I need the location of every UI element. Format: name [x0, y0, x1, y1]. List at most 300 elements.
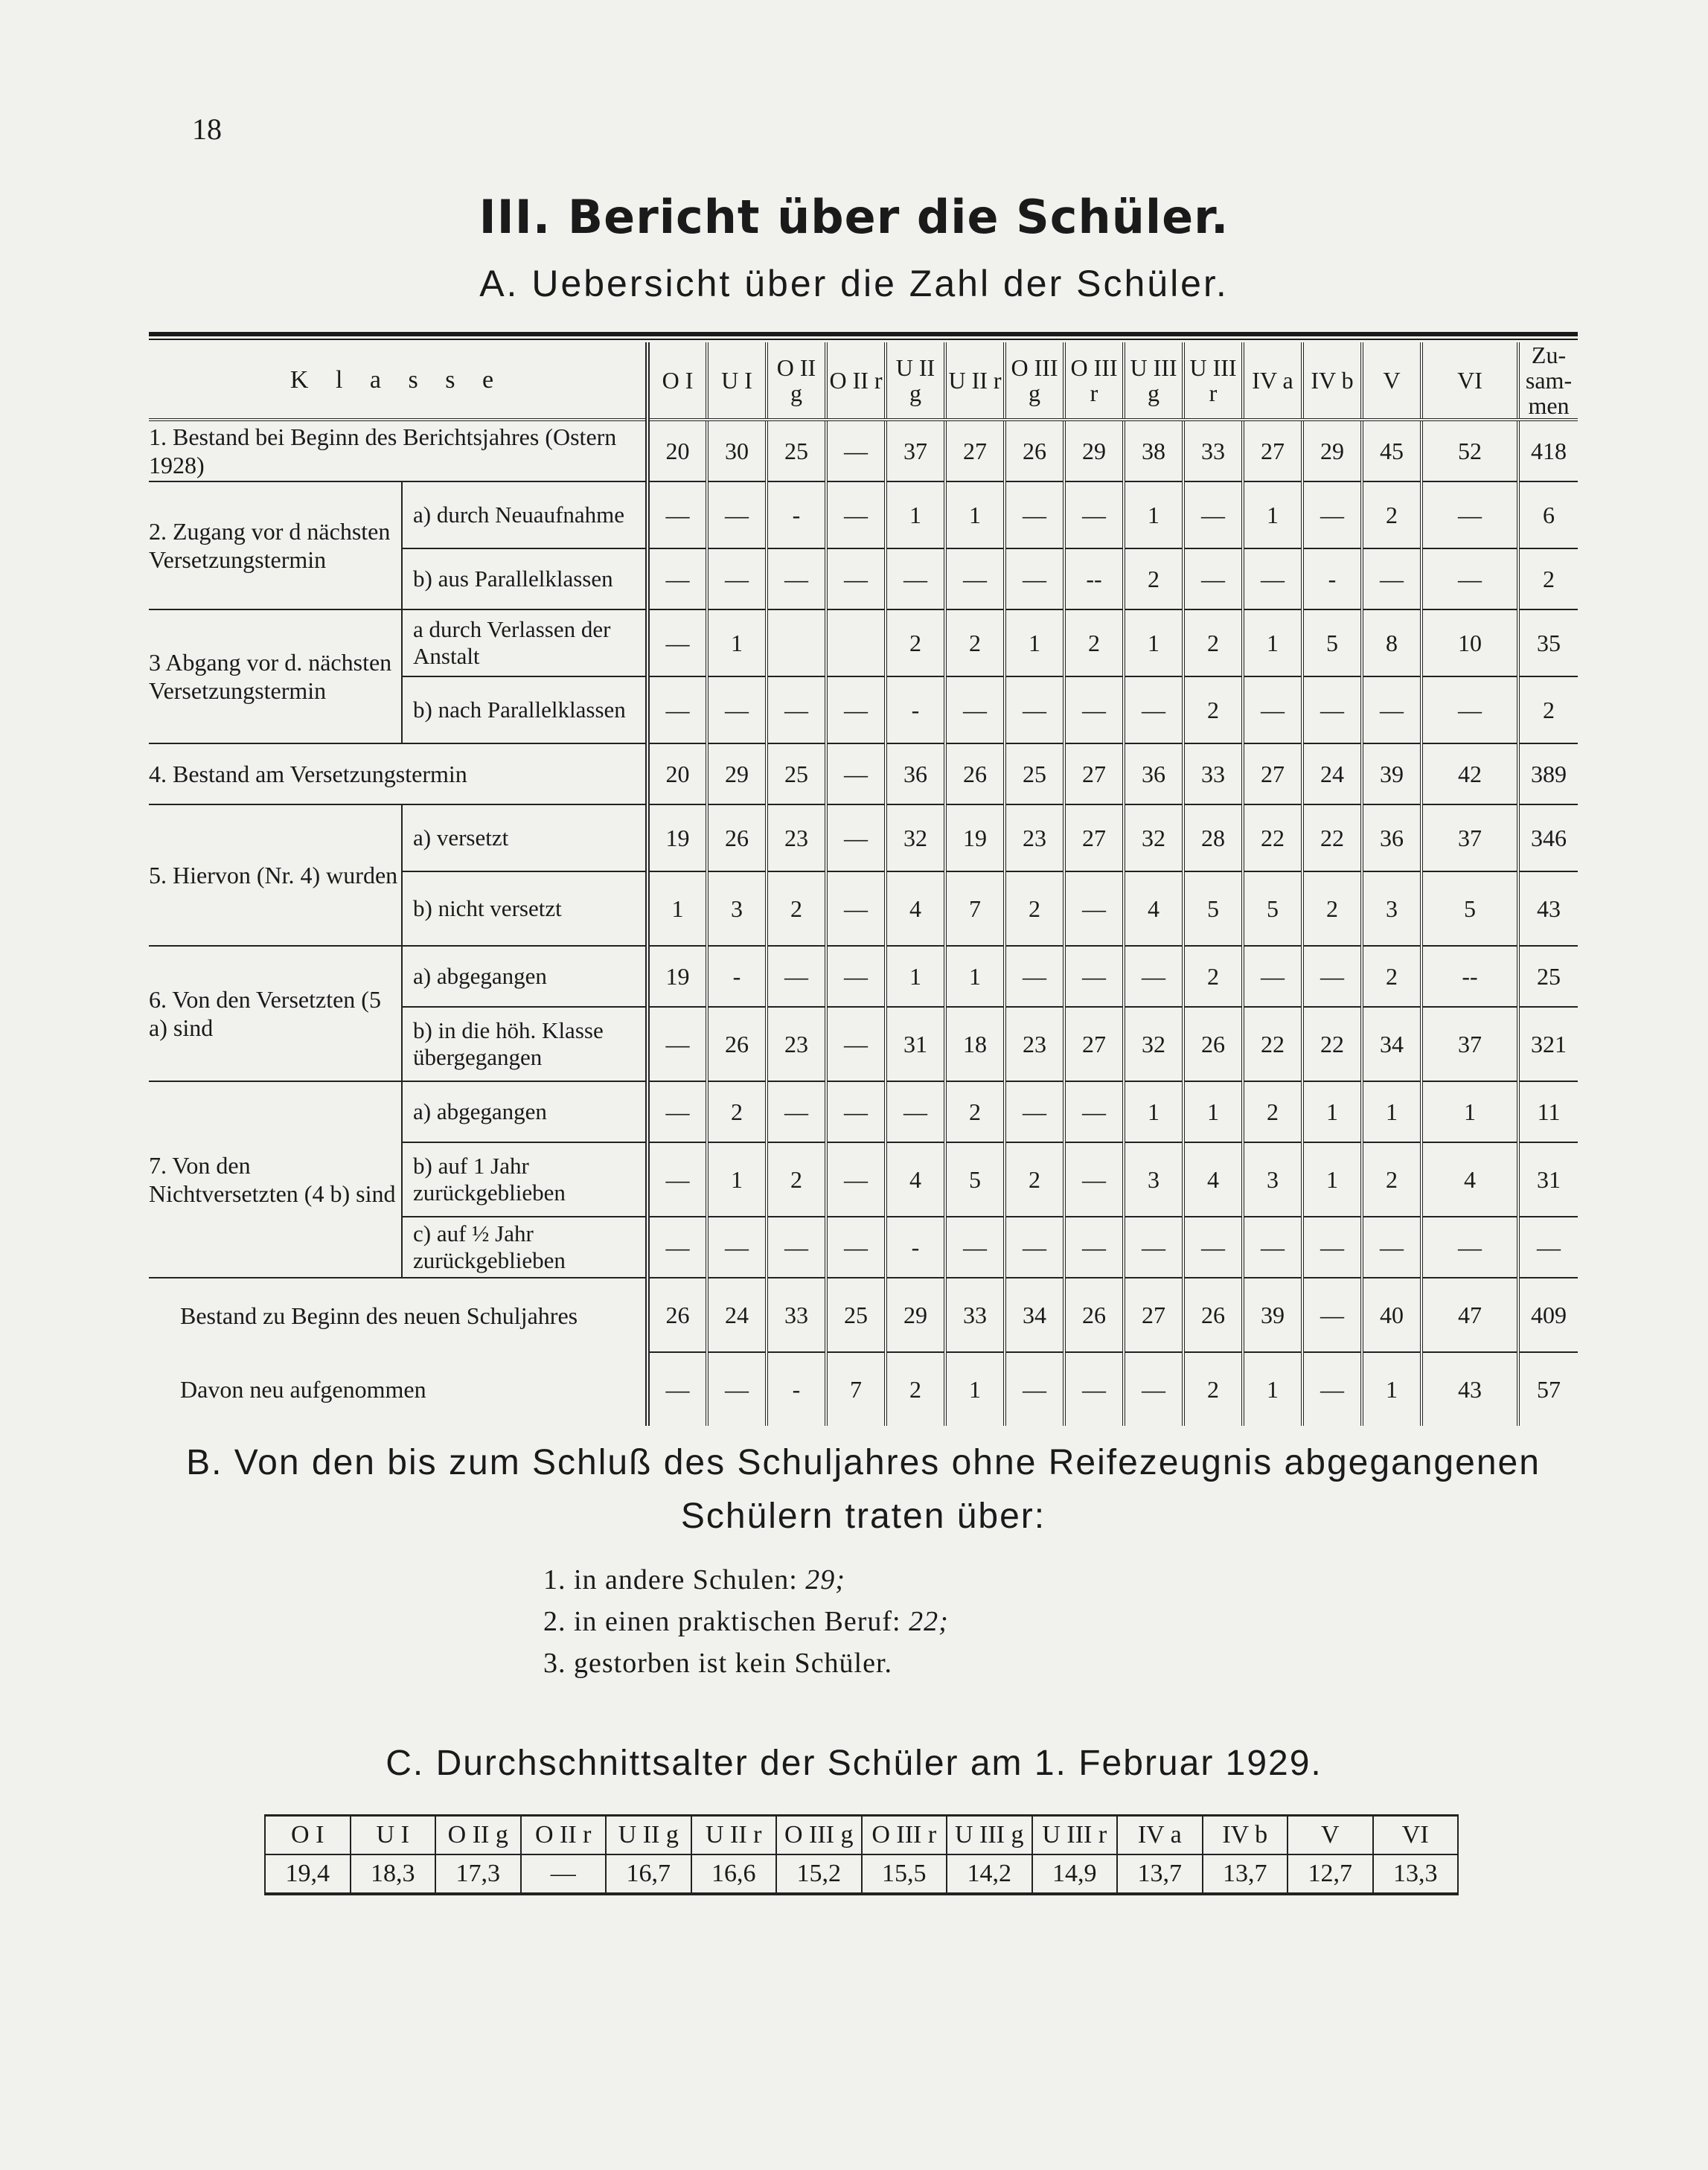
table-cell: 3 — [1124, 1142, 1183, 1217]
table-cell: 32 — [1124, 804, 1183, 871]
table-cell: — — [647, 548, 707, 609]
table-cell: 1 — [1183, 1081, 1243, 1142]
table-cell: — — [826, 871, 886, 946]
row-label: Davon neu aufgenommen — [180, 1375, 426, 1403]
age-value-cell: 18,3 — [351, 1854, 436, 1894]
column-header: O I — [647, 342, 707, 420]
column-header: IV b — [1302, 342, 1362, 420]
table-cell: — — [647, 676, 707, 743]
table-cell: 2 — [1302, 871, 1362, 946]
table-cell: 52 — [1421, 420, 1518, 481]
table-cell: — — [767, 1081, 826, 1142]
table-cell: 25 — [767, 743, 826, 804]
row-label: 4. Bestand am Versetzungstermin — [149, 743, 647, 804]
list-item: 3. gestorben ist kein Schüler. — [543, 1648, 893, 1679]
column-header: U II r — [945, 342, 1005, 420]
table-cell: 26 — [707, 804, 767, 871]
table-cell: 29 — [707, 743, 767, 804]
table-cell: — — [945, 1217, 1005, 1278]
table-cell: — — [707, 1352, 767, 1426]
table-cell: 1 — [1243, 609, 1302, 676]
table-cell: 29 — [1064, 420, 1124, 481]
table-cell: — — [1302, 1352, 1362, 1426]
table-cell: 23 — [767, 804, 826, 871]
table-cell: 39 — [1362, 743, 1421, 804]
top-rule — [149, 332, 1578, 336]
table-cell: 27 — [1064, 1007, 1124, 1081]
table-cell: — — [1421, 676, 1518, 743]
table-cell: — — [1362, 1217, 1421, 1278]
table-cell: 389 — [1518, 743, 1578, 804]
row-sub-label: b) nicht versetzt — [402, 871, 647, 946]
row-sub-label: b) nach Parallelklassen — [402, 676, 647, 743]
table-cell: 418 — [1518, 420, 1578, 481]
age-value-cell: 16,6 — [691, 1854, 777, 1894]
section-a-title: A. Uebersicht über die Zahl der Schüler. — [479, 263, 1229, 304]
age-value-cell: 12,7 — [1288, 1854, 1373, 1894]
table-cell: 5 — [1302, 609, 1362, 676]
table-cell: 2 — [767, 1142, 826, 1217]
age-class-cell: U III r — [1032, 1816, 1118, 1855]
table-cell: 26 — [707, 1007, 767, 1081]
row-sub-label: b) aus Parallelklassen — [402, 548, 647, 609]
table-cell: 4 — [1124, 871, 1183, 946]
table-cell: 2 — [945, 609, 1005, 676]
table-cell: 1 — [647, 871, 707, 946]
table-cell: 42 — [1421, 743, 1518, 804]
table-cell: 346 — [1518, 804, 1578, 871]
table-cell: 40 — [1362, 1278, 1421, 1352]
section-b-list — [543, 1559, 949, 1684]
table-row — [149, 804, 1578, 871]
row-group-label: 5. Hiervon (Nr. 4) wurden — [149, 804, 402, 946]
table-cell: 409 — [1518, 1278, 1578, 1352]
table-cell: 4 — [886, 1142, 945, 1217]
table-cell: — — [1362, 548, 1421, 609]
column-header: U I — [707, 342, 767, 420]
table-cell: — — [1421, 481, 1518, 548]
klasse-header: K l a s s e — [149, 342, 647, 420]
age-class-cell: O II g — [435, 1816, 521, 1855]
table-cell: 1 — [1302, 1142, 1362, 1217]
table-cell: — — [1243, 676, 1302, 743]
age-class-cell: IV b — [1203, 1816, 1288, 1855]
row-sub-label: a) abgegangen — [402, 946, 647, 1007]
table-cell: 3 — [1362, 871, 1421, 946]
table-cell: — — [945, 548, 1005, 609]
row-group-label: 7. Von den Nichtversetzten (4 b) sind — [149, 1081, 402, 1278]
age-class-cell: VI — [1373, 1816, 1459, 1855]
age-value-cell: 13,3 — [1373, 1854, 1459, 1894]
table-cell: 1 — [886, 481, 945, 548]
table-cell: 36 — [1124, 743, 1183, 804]
table-cell: 2 — [1362, 946, 1421, 1007]
column-header-total: Zu-sam-men — [1518, 342, 1578, 420]
table-cell: — — [647, 481, 707, 548]
table-cell: 1 — [1362, 1352, 1421, 1426]
table-cell: 45 — [1362, 420, 1421, 481]
row-group-label: 6. Von den Versetzten (5 a) sind — [149, 946, 402, 1081]
age-value-cell: 16,7 — [606, 1854, 691, 1894]
table-cell: 27 — [1064, 743, 1124, 804]
column-header: VI — [1421, 342, 1518, 420]
age-value-cell: 15,5 — [862, 1854, 947, 1894]
table-cell: 37 — [1421, 1007, 1518, 1081]
age-value-cell: 14,2 — [947, 1854, 1032, 1894]
table-cell: — — [826, 946, 886, 1007]
table-cell: 33 — [1183, 420, 1243, 481]
table-cell: 31 — [1518, 1142, 1578, 1217]
table-cell: 38 — [1124, 420, 1183, 481]
table-cell — [767, 609, 826, 676]
table-cell: 37 — [1421, 804, 1518, 871]
table-cell: — — [1124, 946, 1183, 1007]
table-cell: 43 — [1518, 871, 1578, 946]
table-row — [149, 743, 1578, 804]
table-row — [149, 481, 1578, 548]
table-cell: 22 — [1243, 804, 1302, 871]
table-cell: 33 — [945, 1278, 1005, 1352]
table-cell: 26 — [1064, 1278, 1124, 1352]
table-cell: 11 — [1518, 1081, 1578, 1142]
table-cell: 26 — [1005, 420, 1064, 481]
table-cell: — — [1005, 548, 1064, 609]
table-cell: 25 — [826, 1278, 886, 1352]
table-cell: 19 — [945, 804, 1005, 871]
table-cell: 24 — [707, 1278, 767, 1352]
table-cell: — — [767, 548, 826, 609]
table-cell: -- — [1064, 548, 1124, 609]
table-cell: 27 — [945, 420, 1005, 481]
table-cell: 1 — [1124, 481, 1183, 548]
table-cell: 34 — [1005, 1278, 1064, 1352]
age-class-row — [265, 1816, 1458, 1855]
table-cell: 27 — [1243, 420, 1302, 481]
column-header: V — [1362, 342, 1421, 420]
age-value-cell: 17,3 — [435, 1854, 521, 1894]
table-cell: — — [1064, 946, 1124, 1007]
table-cell: 2 — [767, 871, 826, 946]
table-cell: 5 — [1421, 871, 1518, 946]
average-age-table — [264, 1814, 1459, 1895]
table-cell: 3 — [707, 871, 767, 946]
table-cell: — — [1243, 1217, 1302, 1278]
page-number: 18 — [192, 112, 222, 146]
table-cell: 10 — [1421, 609, 1518, 676]
age-value-row — [265, 1854, 1458, 1894]
table-cell: — — [1124, 1352, 1183, 1426]
table-cell: 2 — [1124, 548, 1183, 609]
table-cell: - — [1302, 548, 1362, 609]
table-cell: — — [826, 548, 886, 609]
table-cell — [826, 609, 886, 676]
table-cell: 29 — [886, 1278, 945, 1352]
table-cell: 1 — [945, 481, 1005, 548]
age-value-cell: 14,9 — [1032, 1854, 1118, 1894]
table-cell: 2 — [1518, 548, 1578, 609]
table-cell: 22 — [1243, 1007, 1302, 1081]
table-cell: 1 — [1124, 1081, 1183, 1142]
table-cell: — — [707, 676, 767, 743]
table-cell: 47 — [1421, 1278, 1518, 1352]
table-cell: 35 — [1518, 609, 1578, 676]
table-cell: — — [1124, 1217, 1183, 1278]
table-cell: — — [826, 1007, 886, 1081]
column-header: IV a — [1243, 342, 1302, 420]
table-cell: — — [826, 743, 886, 804]
table-cell: 2 — [1362, 1142, 1421, 1217]
column-header: O II g — [767, 342, 826, 420]
table-cell: — — [647, 1217, 707, 1278]
section-b-title-line2: Schülern traten über: — [680, 1497, 1046, 1536]
table-cell: - — [767, 1352, 826, 1426]
table-cell: 32 — [1124, 1007, 1183, 1081]
age-class-cell: U II g — [606, 1816, 691, 1855]
table-row — [149, 420, 1578, 481]
table-cell: — — [1005, 1352, 1064, 1426]
table-cell: 32 — [886, 804, 945, 871]
table-cell: 23 — [767, 1007, 826, 1081]
table-cell: — — [1362, 676, 1421, 743]
table-cell: 2 — [886, 609, 945, 676]
table-cell: — — [707, 481, 767, 548]
table-cell: 43 — [1421, 1352, 1518, 1426]
table-cell: — — [1005, 1081, 1064, 1142]
table-cell: 33 — [767, 1278, 826, 1352]
table-cell: — — [826, 1081, 886, 1142]
new-year-row — [149, 1278, 1578, 1352]
table-cell: 1 — [1243, 481, 1302, 548]
table-cell: — — [826, 676, 886, 743]
table-cell: 6 — [1518, 481, 1578, 548]
table-cell: 2 — [1362, 481, 1421, 548]
table-cell: 23 — [1005, 1007, 1064, 1081]
table-cell: 3 — [1243, 1142, 1302, 1217]
table-cell: — — [826, 1142, 886, 1217]
table-cell: — — [1421, 1217, 1518, 1278]
table-cell: 5 — [1183, 871, 1243, 946]
table-cell: 18 — [945, 1007, 1005, 1081]
table-cell: — — [1302, 1217, 1362, 1278]
age-class-cell: O III g — [776, 1816, 862, 1855]
table-row — [149, 946, 1578, 1007]
table-cell: — — [1302, 946, 1362, 1007]
table-cell: — — [707, 1217, 767, 1278]
table-cell: — — [647, 1352, 707, 1426]
table-cell: — — [1124, 676, 1183, 743]
table-cell: 36 — [886, 743, 945, 804]
table-cell: — — [1005, 676, 1064, 743]
age-value-cell: 13,7 — [1117, 1854, 1203, 1894]
row-sub-label: a durch Verlassen der Anstalt — [402, 609, 647, 676]
section-c-title: C. Durchschnittsalter der Schüler am 1. Februar 1929. — [386, 1744, 1322, 1783]
table-cell: — — [1064, 871, 1124, 946]
student-count-table — [149, 342, 1578, 1426]
table-cell: 19 — [647, 804, 707, 871]
column-header: O II r — [826, 342, 886, 420]
table-cell: 1 — [945, 1352, 1005, 1426]
column-header: O III g — [1005, 342, 1064, 420]
table-cell: — — [886, 1081, 945, 1142]
table-cell: 1 — [707, 1142, 767, 1217]
table-cell: 2 — [1064, 609, 1124, 676]
page-title: III. Bericht über die Schüler. — [479, 190, 1229, 244]
table-cell: 1 — [1362, 1081, 1421, 1142]
section-b-title — [149, 1436, 1578, 1543]
table-cell: — — [1183, 481, 1243, 548]
table-cell: - — [767, 481, 826, 548]
table-cell: — — [1005, 1217, 1064, 1278]
column-header: U III g — [1124, 342, 1183, 420]
age-class-cell: V — [1288, 1816, 1373, 1855]
table-cell: — — [767, 676, 826, 743]
row-sub-label: b) auf 1 Jahr zurückgeblieben — [402, 1142, 647, 1217]
table-cell: -- — [1421, 946, 1518, 1007]
table-cell: — — [647, 609, 707, 676]
table-cell: — — [1183, 1217, 1243, 1278]
table-cell: 57 — [1518, 1352, 1578, 1426]
list-item: 1. in andere Schulen: 29; — [543, 1564, 845, 1596]
age-class-cell: O I — [265, 1816, 351, 1855]
table-cell: — — [1243, 946, 1302, 1007]
table-cell: — — [886, 548, 945, 609]
table-cell: 7 — [826, 1352, 886, 1426]
age-class-cell: IV a — [1117, 1816, 1203, 1855]
table-cell: 4 — [886, 871, 945, 946]
row-sub-label: b) in die höh. Klasse übergegangen — [402, 1007, 647, 1081]
table-cell: 4 — [1421, 1142, 1518, 1217]
table-cell: — — [945, 676, 1005, 743]
table-cell: 25 — [1518, 946, 1578, 1007]
new-admitted-row — [149, 1352, 1578, 1426]
table-cell: 34 — [1362, 1007, 1421, 1081]
table-cell: 26 — [1183, 1278, 1243, 1352]
table-row — [149, 1081, 1578, 1142]
table-cell: 36 — [1362, 804, 1421, 871]
table-cell: — — [1064, 1081, 1124, 1142]
table-cell: 1 — [1243, 1352, 1302, 1426]
table-cell: 27 — [1064, 804, 1124, 871]
table-cell: 37 — [886, 420, 945, 481]
table-cell: 2 — [1005, 871, 1064, 946]
table-cell: 31 — [886, 1007, 945, 1081]
row-group-label: 2. Zugang vor d nächsten Versetzungstermin — [149, 481, 402, 609]
table-cell: — — [826, 1217, 886, 1278]
table-cell: 20 — [647, 743, 707, 804]
age-value-cell: — — [521, 1854, 607, 1894]
table-cell: 1 — [1421, 1081, 1518, 1142]
table-cell: 25 — [767, 420, 826, 481]
table-cell: 1 — [886, 946, 945, 1007]
table-cell: 26 — [1183, 1007, 1243, 1081]
table-cell: 26 — [945, 743, 1005, 804]
age-class-cell: O III r — [862, 1816, 947, 1855]
table-cell: 22 — [1302, 804, 1362, 871]
row-sub-label: c) auf ½ Jahr zurückgeblieben — [402, 1217, 647, 1278]
table-cell: 29 — [1302, 420, 1362, 481]
table-cell: - — [707, 946, 767, 1007]
table-cell: 28 — [1183, 804, 1243, 871]
top-rule-thin — [149, 339, 1578, 340]
table-cell: 1 — [1124, 609, 1183, 676]
age-class-cell: O II r — [521, 1816, 607, 1855]
table-cell: 1 — [707, 609, 767, 676]
table-cell: 33 — [1183, 743, 1243, 804]
table-cell: — — [1064, 481, 1124, 548]
table-cell: 1 — [1005, 609, 1064, 676]
table-cell: 5 — [1243, 871, 1302, 946]
table-cell: 321 — [1518, 1007, 1578, 1081]
table-cell: — — [647, 1081, 707, 1142]
table-cell: - — [886, 1217, 945, 1278]
table-cell: 1 — [1302, 1081, 1362, 1142]
age-value-cell: 15,2 — [776, 1854, 862, 1894]
table-cell: — — [1302, 1278, 1362, 1352]
table-cell: — — [767, 946, 826, 1007]
section-b-title-line1: B. Von den bis zum Schluß des Schuljahres ohne Reifezeugnis abgegangenen — [186, 1443, 1541, 1482]
table-cell: — — [1064, 1217, 1124, 1278]
table-cell: — — [826, 804, 886, 871]
table-cell: 2 — [886, 1352, 945, 1426]
table-cell: 2 — [1518, 676, 1578, 743]
table-cell: 27 — [1124, 1278, 1183, 1352]
table-cell: 39 — [1243, 1278, 1302, 1352]
table-cell: — — [1064, 1352, 1124, 1426]
table-cell: 2 — [945, 1081, 1005, 1142]
table-cell: 26 — [647, 1278, 707, 1352]
table-cell: — — [1064, 1142, 1124, 1217]
table-cell: 2 — [1183, 676, 1243, 743]
table-row — [149, 609, 1578, 676]
list-item: 2. in einen praktischen Beruf: 22; — [543, 1606, 949, 1637]
table-cell: — — [1302, 676, 1362, 743]
row-label: Bestand zu Beginn des neuen Schuljahres — [180, 1302, 578, 1329]
table-cell: 20 — [647, 420, 707, 481]
column-header: U II g — [886, 342, 945, 420]
table-cell: 8 — [1362, 609, 1421, 676]
table-cell: 7 — [945, 871, 1005, 946]
table-cell: 24 — [1302, 743, 1362, 804]
table-header — [149, 342, 1578, 420]
row-sub-label: a) durch Neuaufnahme — [402, 481, 647, 548]
table-cell: 25 — [1005, 743, 1064, 804]
table-cell: 19 — [647, 946, 707, 1007]
table-cell: — — [1005, 946, 1064, 1007]
table-cell: — — [707, 548, 767, 609]
table-cell: — — [1421, 548, 1518, 609]
table-cell: 22 — [1302, 1007, 1362, 1081]
age-class-cell: U I — [351, 1816, 436, 1855]
table-cell: — — [1518, 1217, 1578, 1278]
age-value-cell: 19,4 — [265, 1854, 351, 1894]
table-cell: 2 — [1243, 1081, 1302, 1142]
table-cell: — — [767, 1217, 826, 1278]
table-cell: 27 — [1243, 743, 1302, 804]
table-cell: — — [1243, 548, 1302, 609]
table-cell: 4 — [1183, 1142, 1243, 1217]
table-cell: 2 — [1183, 609, 1243, 676]
age-class-cell: U III g — [947, 1816, 1032, 1855]
table-cell: 1 — [945, 946, 1005, 1007]
row-label: 1. Bestand bei Beginn des Berichtsjahres (Ostern 1928) — [149, 420, 647, 481]
table-cell: 2 — [1183, 1352, 1243, 1426]
table-cell: 2 — [707, 1081, 767, 1142]
table-cell: 2 — [1005, 1142, 1064, 1217]
row-sub-label: a) abgegangen — [402, 1081, 647, 1142]
table-cell: — — [826, 420, 886, 481]
row-group-label: 3 Abgang vor d. nächsten Versetzungstermin — [149, 609, 402, 743]
table-cell: 23 — [1005, 804, 1064, 871]
